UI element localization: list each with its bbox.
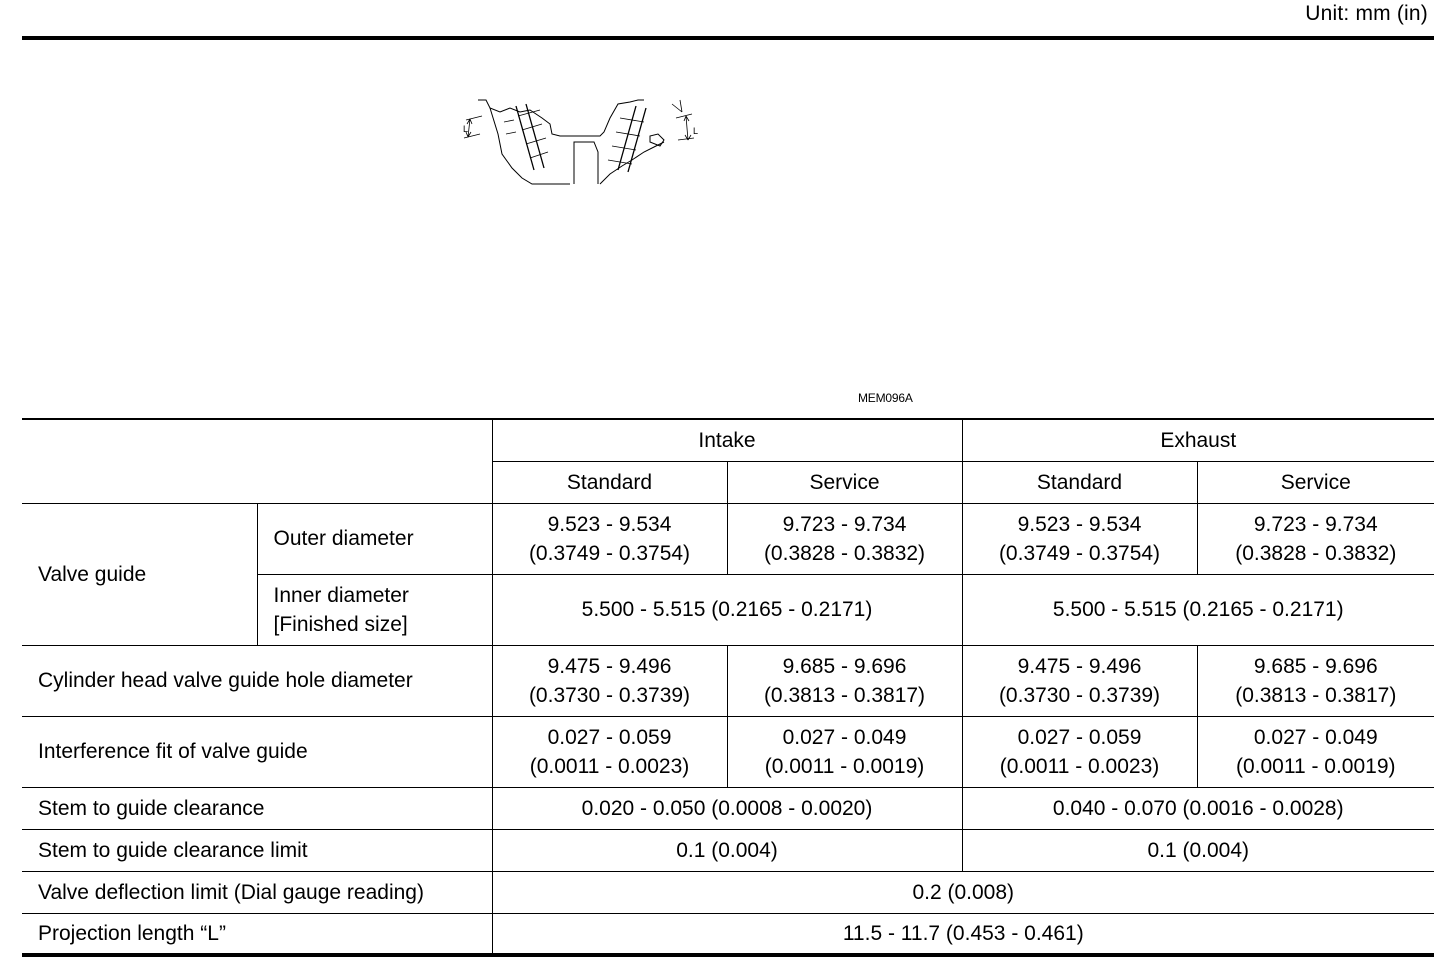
cell-interference-exhaust-service [1197, 716, 1434, 787]
figure-id: MEM096A [858, 391, 913, 405]
cell-line: [Finished size] [273, 612, 408, 636]
header-exhaust-standard: Standard [962, 461, 1197, 503]
cell-line: 9.685 - 9.696 [1253, 654, 1378, 678]
cell-line: 0.027 - 0.059 [547, 725, 672, 749]
cell-line: 9.523 - 9.534 [547, 512, 672, 536]
table-row-outer-diameter [22, 503, 1434, 574]
table-row-interference-fit [22, 716, 1434, 787]
valve-guide-diagram [460, 94, 706, 190]
header-intake-service: Service [727, 461, 962, 503]
header-exhaust: Exhaust [962, 419, 1434, 461]
row-label-valve-guide: Valve guide [22, 503, 257, 645]
cell-line: (0.3730 - 0.3739) [998, 683, 1161, 707]
cell-hole-exhaust-standard [962, 645, 1197, 716]
table-row-deflection-limit [22, 871, 1434, 913]
svg-text:L: L [463, 124, 469, 134]
cell-deflection-limit: 0.2 (0.008) [492, 871, 1434, 913]
cell-line: 9.523 - 9.534 [1017, 512, 1142, 536]
cell-outer-exhaust-service [1197, 503, 1434, 574]
cell-line: (0.0011 - 0.0019) [764, 754, 925, 778]
cell-inner-intake: 5.500 - 5.515 (0.2165 - 0.2171) [492, 574, 962, 645]
cell-interference-intake-service [727, 716, 962, 787]
cell-line: (0.0011 - 0.0019) [1235, 754, 1396, 778]
cell-interference-intake-standard [492, 716, 727, 787]
header-blank-cell [22, 419, 492, 503]
cell-hole-intake-service [727, 645, 962, 716]
cell-inner-exhaust: 5.500 - 5.515 (0.2165 - 0.2171) [962, 574, 1434, 645]
row-label-clearance-limit: Stem to guide clearance limit [22, 829, 492, 871]
header-intake: Intake [492, 419, 962, 461]
cell-line: (0.3749 - 0.3754) [528, 541, 691, 565]
cell-outer-intake-standard [492, 503, 727, 574]
row-label-interference-fit: Interference fit of valve guide [22, 716, 492, 787]
cell-outer-exhaust-standard [962, 503, 1197, 574]
cell-clearance-limit-intake: 0.1 (0.004) [492, 829, 962, 871]
cell-line: (0.3813 - 0.3817) [763, 683, 926, 707]
header-exhaust-service: Service [1197, 461, 1434, 503]
valve-guide-spec-table [22, 418, 1434, 957]
table-row-hole-diameter [22, 645, 1434, 716]
row-label-clearance: Stem to guide clearance [22, 787, 492, 829]
row-label-hole-diameter: Cylinder head valve guide hole diameter [22, 645, 492, 716]
table-row-clearance-limit [22, 829, 1434, 871]
cell-clearance-intake: 0.020 - 0.050 (0.0008 - 0.0020) [492, 787, 962, 829]
cell-line: (0.0011 - 0.0023) [999, 754, 1160, 778]
cell-interference-exhaust-standard [962, 716, 1197, 787]
cell-outer-intake-service [727, 503, 962, 574]
header-row-1 [22, 419, 1434, 461]
header-intake-standard: Standard [492, 461, 727, 503]
cell-hole-intake-standard [492, 645, 727, 716]
cell-line: 9.475 - 9.496 [547, 654, 672, 678]
cell-line: (0.3749 - 0.3754) [998, 541, 1161, 565]
top-rule [22, 36, 1434, 40]
cell-line: (0.3828 - 0.3832) [763, 541, 926, 565]
unit-label: Unit: mm (in) [1305, 2, 1428, 25]
cell-line: (0.0011 - 0.0023) [529, 754, 690, 778]
cell-line: 9.685 - 9.696 [782, 654, 907, 678]
cell-projection-length: 11.5 - 11.7 (0.453 - 0.461) [492, 913, 1434, 955]
row-label-inner-diameter [257, 574, 492, 645]
cell-line: (0.3828 - 0.3832) [1235, 541, 1397, 565]
cell-line: (0.3813 - 0.3817) [1235, 683, 1397, 707]
cell-line: 0.027 - 0.049 [1253, 725, 1378, 749]
cell-clearance-exhaust: 0.040 - 0.070 (0.0016 - 0.0028) [962, 787, 1434, 829]
cell-line: 0.027 - 0.059 [1017, 725, 1142, 749]
cell-hole-exhaust-service [1197, 645, 1434, 716]
cell-line: 9.723 - 9.734 [1253, 512, 1378, 536]
cell-line: Inner diameter [273, 583, 409, 607]
svg-text:L: L [693, 126, 699, 136]
row-label-projection-length: Projection length “L” [22, 913, 492, 955]
cell-line: 9.723 - 9.734 [782, 512, 907, 536]
cell-line: (0.3730 - 0.3739) [528, 683, 691, 707]
cell-clearance-limit-exhaust: 0.1 (0.004) [962, 829, 1434, 871]
row-label-outer-diameter: Outer diameter [257, 503, 492, 574]
table-row-clearance [22, 787, 1434, 829]
cell-line: 9.475 - 9.496 [1017, 654, 1142, 678]
row-label-deflection-limit: Valve deflection limit (Dial gauge reading) [22, 871, 492, 913]
cell-line: 0.027 - 0.049 [782, 725, 907, 749]
table-row-projection-length [22, 913, 1434, 955]
